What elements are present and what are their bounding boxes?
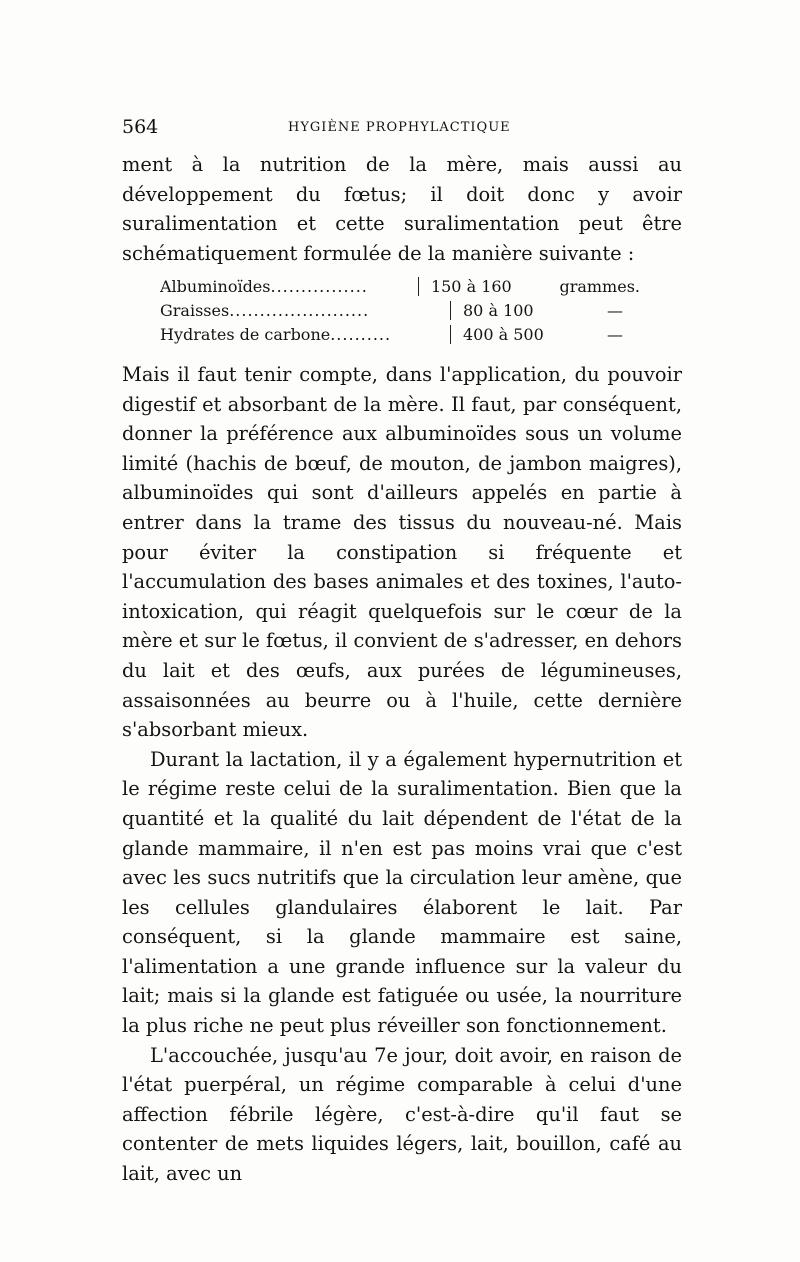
intro-paragraph-block — [122, 150, 682, 268]
page-number: 564 — [122, 116, 159, 138]
table-label: Graisses....................... — [160, 300, 370, 320]
body-paragraph: Mais il faut tenir compte, dans l'application, du pouvoir digestif et absorbant de la mère. Il faut, par conséquent, donner la préférence aux albuminoïdes sous un volume limité (hachis de bœuf, de mouton, de jambon maigres), albuminoïdes qui sont d'ailleurs appelés en partie à entrer dans la trame des tissus du nouveau-né. Mais pour éviter la constipation si fréquente et l'accumulation des bases animales et des toxines, l'auto-intoxication, qui réagit quelquefois sur le cœur de la mère et sur le fœtus, il convient de s'adresser, en dehors du lait et des œufs, aux purées de légumineuses, assaisonnées au beurre ou à l'huile, cette dernière s'absorbant mieux. — [122, 363, 682, 742]
running-title: HYGIÈNE PROPHYLACTIQUE — [288, 120, 511, 135]
body-text — [122, 360, 682, 1189]
table-row — [160, 274, 640, 298]
page-header — [122, 116, 682, 146]
table-label: Hydrates de carbone.......... — [160, 324, 392, 344]
table-unit: — — [607, 324, 623, 344]
table-unit: — — [607, 300, 623, 320]
table-row — [160, 322, 640, 346]
table-value: 150 à 160 — [418, 277, 556, 296]
table-row — [160, 298, 640, 322]
intro-paragraph: ment à la nutrition de la mère, mais aussi au développement du fœtus; il doit donc y avoir suralimentation et cette suralimentation peut être schématiquement formulée de la manière suivante : — [122, 153, 682, 265]
body-paragraph: Durant la lactation, il y a également hypernutrition et le régime reste celui de la suralimentation. Bien que la quantité et la qualité du lait dépendent de l'état de la glande mammaire, il n'en est pas moins vrai que c'est avec les sucs nutritifs que la circulation leur amène, que les cellules glandulaires élaborent le lait. Par conséquent, si la glande mammaire est saine, l'alimentation a une grande influence sur la valeur du lait; mais si la glande est fatiguée ou usée, la nourriture la plus riche ne peut plus réveiller son fonctionnement. — [122, 747, 682, 1038]
table-unit: grammes. — [559, 276, 640, 296]
table-label: Albuminoïdes................ — [160, 276, 368, 296]
body-paragraph: L'accouchée, jusqu'au 7e jour, doit avoir, en raison de l'état puerpéral, un régime comparable à celui d'une affection fébrile légère, c'est-à-dire qu'il faut se contenter de mets liquides légers, lait, bouillon, café au lait, avec un — [122, 1043, 682, 1186]
table-value: 80 à 100 — [450, 301, 603, 320]
table-value: 400 à 500 — [450, 325, 603, 344]
nutrition-table — [160, 274, 640, 346]
